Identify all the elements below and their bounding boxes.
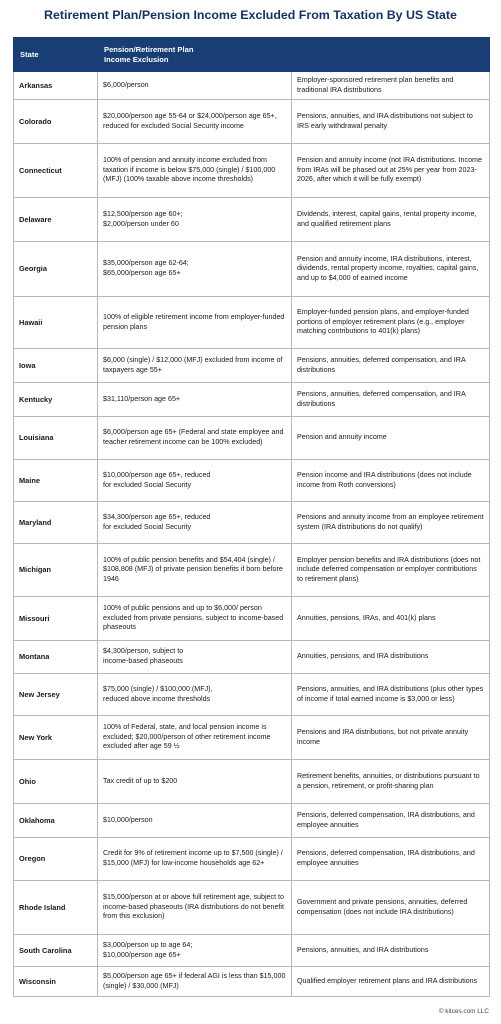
table-row [14, 502, 490, 544]
exclusion-cell: $6,000/person age 65+ (Federal and state employee and teacher retirement income can be 100% excluded) [98, 417, 292, 460]
table-row [14, 460, 490, 502]
state-cell: Ohio [14, 760, 98, 804]
income-types-cell: Pensions, annuities, deferred compensation, and IRA distributions [292, 383, 490, 417]
income-types-cell: Retirement benefits, annuities, or distributions pursuant to a pension, retirement, or profit-sharing plan [292, 760, 490, 804]
state-cell: Rhode Island [14, 881, 98, 935]
table-row [14, 935, 490, 967]
income-types-cell: Pensions and annuity income from an employee retirement system (IRA distributions do not qualify) [292, 502, 490, 544]
exclusion-cell: 100% of eligible retirement income from employer-funded pension plans [98, 297, 292, 349]
income-types-cell: Employer-sponsored retirement plan benefits and traditional IRA distributions [292, 72, 490, 100]
exclusion-cell: $5,000/person age 65+ if federal AGI is less than $15,000 (single) / $30,000 (MFJ) [98, 967, 292, 997]
table-row [14, 72, 490, 100]
table-row [14, 804, 490, 838]
exclusion-cell: $10,000/person [98, 804, 292, 838]
income-types-cell: Pensions, annuities, deferred compensation, and IRA distributions [292, 349, 490, 383]
state-cell: Connecticut [14, 144, 98, 198]
table-row [14, 674, 490, 716]
table-body [14, 72, 490, 997]
table-row [14, 349, 490, 383]
income-types-cell: Pension income and IRA distributions (does not include income from Roth conversions) [292, 460, 490, 502]
income-types-cell: Pensions, annuities, and IRA distributions (plus other types of income if total earned income is $3,000 or less) [292, 674, 490, 716]
state-cell: Montana [14, 641, 98, 674]
income-types-cell: Pensions, deferred compensation, IRA distributions, and employee annuities [292, 838, 490, 881]
table-row [14, 544, 490, 597]
table-row [14, 760, 490, 804]
state-cell: Colorado [14, 100, 98, 144]
state-cell: Kentucky [14, 383, 98, 417]
exclusion-cell: $3,000/person up to age 64; $10,000/person age 65+ [98, 935, 292, 967]
income-types-cell: Dividends, interest, capital gains, rental property income, and qualified retirement plans [292, 198, 490, 242]
copyright-footer: © kitces.com LLC [438, 1008, 489, 1015]
income-types-cell: Pension and annuity income, IRA distributions, interest, dividends, rental property income, royalties, capital gains, and up to $4,000 of earned income [292, 242, 490, 297]
exclusion-cell: Credit for 9% of retirement income up to $7,500 (single) / $15,000 (MFJ) for low-income households age 62+ [98, 838, 292, 881]
state-cell: Missouri [14, 597, 98, 641]
income-types-cell: Pensions and IRA distributions, but not private annuity income [292, 716, 490, 760]
header-exclusion: Pension/Retirement Plan Income Exclusion [98, 38, 292, 72]
table-header-row [14, 38, 490, 72]
exclusion-cell: 100% of public pensions and up to $6,000/ person excluded from private pensions, subject to income-based phaseouts [98, 597, 292, 641]
income-types-cell: Annuities, pensions, IRAs, and 401(k) plans [292, 597, 490, 641]
state-cell: New Jersey [14, 674, 98, 716]
exclusion-cell: $12,500/person age 60+; $2,000/person under 60 [98, 198, 292, 242]
exclusion-cell: 100% of Federal, state, and local pension income is excluded; $20,000/person of other retirement income excluded after age 59 ½ [98, 716, 292, 760]
table-row [14, 838, 490, 881]
income-types-cell: Pensions, annuities, and IRA distributions not subject to IRS early withdrawal penalty [292, 100, 490, 144]
state-cell: Delaware [14, 198, 98, 242]
exclusion-cell: $34,300/person age 65+, reduced for excluded Social Security [98, 502, 292, 544]
income-types-cell: Pension and annuity income [292, 417, 490, 460]
table-row [14, 100, 490, 144]
state-cell: Arkansas [14, 72, 98, 100]
exclusion-cell: $20,000/person age 55-64 or $24,000/person age 65+, reduced for excluded Social Security income [98, 100, 292, 144]
header-state: State [14, 38, 98, 72]
income-types-cell: Employer-funded pension plans, and employer-funded portions of employer retirement plans (e.g., employer matching contributions to 401(k) plans) [292, 297, 490, 349]
table-row [14, 716, 490, 760]
table-row [14, 641, 490, 674]
state-cell: Wisconsin [14, 967, 98, 997]
table-row [14, 881, 490, 935]
income-types-cell: Pensions, deferred compensation, IRA distributions, and employee annuities [292, 804, 490, 838]
exclusion-cell: 100% of pension and annuity income excluded from taxation if income is below $75,000 (single) / $100,000 (MFJ) (100% taxable above income thresholds) [98, 144, 292, 198]
state-cell: Hawaii [14, 297, 98, 349]
state-cell: New York [14, 716, 98, 760]
state-cell: Oregon [14, 838, 98, 881]
exclusion-cell: $4,300/person, subject to income-based phaseouts [98, 641, 292, 674]
exclusion-cell: Tax credit of up to $200 [98, 760, 292, 804]
state-exclusion-table [13, 37, 490, 997]
state-cell: Louisiana [14, 417, 98, 460]
income-types-cell: Employer pension benefits and IRA distributions (does not include deferred compensation or employer contributions to retirement plans) [292, 544, 490, 597]
state-cell: Michigan [14, 544, 98, 597]
page-title: Retirement Plan/Pension Income Excluded From Taxation By US State [44, 8, 457, 22]
exclusion-cell: 100% of public pension benefits and $54,404 (single) / $108,808 (MFJ) of private pension benefits if born before 1946 [98, 544, 292, 597]
state-cell: Maine [14, 460, 98, 502]
state-cell: Georgia [14, 242, 98, 297]
state-cell: Iowa [14, 349, 98, 383]
state-cell: Oklahoma [14, 804, 98, 838]
exclusion-cell: $15,000/person at or above full retirement age, subject to income-based phaseouts (IRA distributions do not benefit from this exclusion) [98, 881, 292, 935]
exclusion-cell: $31,110/person age 65+ [98, 383, 292, 417]
state-cell: South Carolina [14, 935, 98, 967]
table-row [14, 242, 490, 297]
exclusion-cell: $6,000 (single) / $12,000 (MFJ) excluded from income of taxpayers age 55+ [98, 349, 292, 383]
table-row [14, 297, 490, 349]
income-types-cell: Pension and annuity income (not IRA distributions. Income from IRAs will be phased out at 25% per year from 2023-2026, after which it will be fully exempt) [292, 144, 490, 198]
income-types-cell: Pensions, annuities, and IRA distributions [292, 935, 490, 967]
income-types-cell: Government and private pensions, annuities, deferred compensation (does not include IRA distributions) [292, 881, 490, 935]
table-row [14, 417, 490, 460]
exclusion-cell: $6,000/person [98, 72, 292, 100]
table-row [14, 967, 490, 997]
income-types-cell: Qualified employer retirement plans and IRA distributions [292, 967, 490, 997]
income-types-cell: Annuities, pensions, and IRA distributions [292, 641, 490, 674]
exclusion-cell: $10,000/person age 65+, reduced for excluded Social Security [98, 460, 292, 502]
table-row [14, 383, 490, 417]
table-row [14, 198, 490, 242]
header-income-types [292, 38, 490, 72]
state-cell: Maryland [14, 502, 98, 544]
exclusion-cell: $35,000/person age 62-64; $65,000/person age 65+ [98, 242, 292, 297]
exclusion-cell: $75,000 (single) / $100,000 (MFJ), reduced above income thresholds [98, 674, 292, 716]
table-row [14, 144, 490, 198]
table-row [14, 597, 490, 641]
